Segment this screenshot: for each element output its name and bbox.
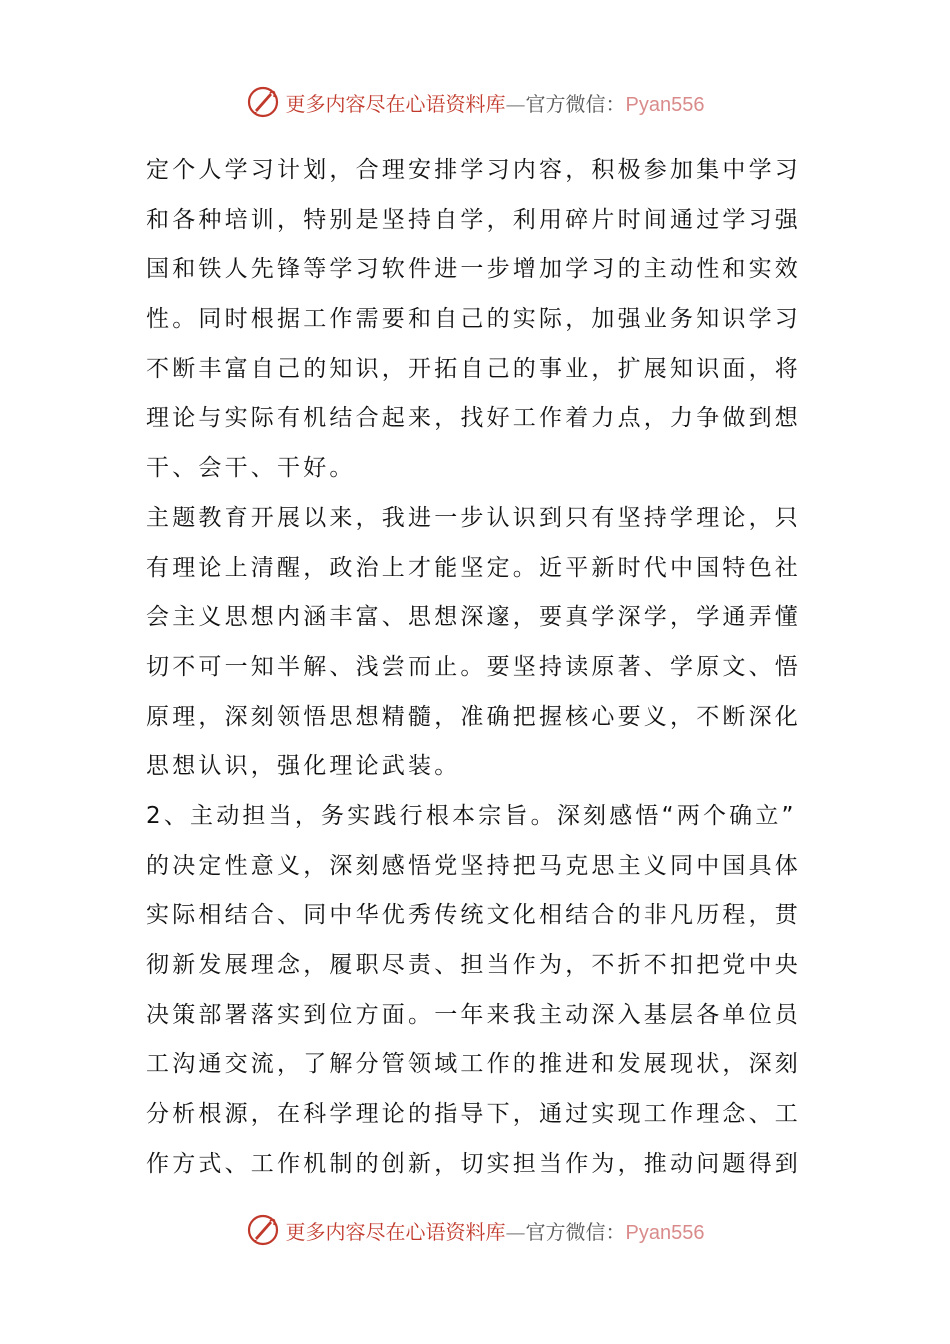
body-line: 2、主动担当，务实践行根本宗旨。深刻感悟“两个确立” xyxy=(146,802,797,829)
body-line: 性。同时根据工作需要和自己的实际，加强业务知识学习 xyxy=(146,306,801,333)
header-brand: 更多内容尽在心语资料库 xyxy=(285,91,506,116)
body-line: 作方式、工作机制的创新，切实担当作为，推动问题得到 xyxy=(146,1150,801,1177)
footer-separator: — xyxy=(505,1219,526,1244)
footer-wechat-label: 官方微信： xyxy=(525,1219,626,1244)
document-body xyxy=(146,146,806,1189)
body-line: 定个人学习计划，合理安排学习内容，积极参加集中学习 xyxy=(146,157,801,183)
body-line: 主题教育开展以来，我进一步认识到只有坚持学理论，只 xyxy=(146,504,801,531)
header-banner xyxy=(0,82,950,122)
header-banner-text xyxy=(286,88,705,117)
body-line: 干、会干、干好。 xyxy=(146,455,356,482)
body-line: 实际相结合、同中华优秀传统文化相结合的非凡历程，贯 xyxy=(146,902,801,929)
body-line: 切不可一知半解、浅尝而止。要坚持读原著、学原文、悟 xyxy=(146,653,801,680)
body-line: 理论与实际有机结合起来，找好工作着力点，力争做到想 xyxy=(146,405,801,432)
footer-banner-text xyxy=(286,1216,705,1245)
footer-banner xyxy=(0,1210,950,1250)
body-line: 不断丰富自己的知识，开拓自己的事业，扩展知识面，将 xyxy=(146,355,801,382)
quill-logo-icon xyxy=(246,1213,280,1247)
header-separator: — xyxy=(505,91,526,116)
body-line: 原理，深刻领悟思想精髓，准确把握核心要义，不断深化 xyxy=(146,703,801,730)
body-line: 思想认识，强化理论武装。 xyxy=(146,753,461,780)
body-line: 彻新发展理念，履职尽责、担当作为，不折不扣把党中央 xyxy=(146,952,801,978)
footer-wechat-id: Pyan556 xyxy=(625,1221,705,1244)
body-line: 有理论上清醒，政治上才能坚定。近平新时代中国特色社 xyxy=(146,554,801,581)
header-wechat-id: Pyan556 xyxy=(625,93,705,116)
body-line: 工沟通交流，了解分管领域工作的推进和发展现状，深刻 xyxy=(146,1051,801,1078)
header-wechat-label: 官方微信： xyxy=(525,91,626,116)
body-line: 分析根源，在科学理论的指导下，通过实现工作理念、工 xyxy=(146,1101,801,1128)
body-line: 的决定性意义，深刻感悟党坚持把马克思主义同中国具体 xyxy=(146,852,801,879)
body-line: 国和铁人先锋等学习软件进一步增加学习的主动性和实效 xyxy=(146,256,801,283)
body-line: 和各种培训，特别是坚持自学，利用碎片时间通过学习强 xyxy=(146,206,801,233)
body-line: 决策部署落实到位方面。一年来我主动深入基层各单位员 xyxy=(146,1001,801,1028)
quill-logo-icon xyxy=(246,85,280,119)
body-line: 会主义思想内涵丰富、思想深邃，要真学深学，学通弄懂 xyxy=(146,604,801,631)
footer-brand: 更多内容尽在心语资料库 xyxy=(285,1219,506,1244)
